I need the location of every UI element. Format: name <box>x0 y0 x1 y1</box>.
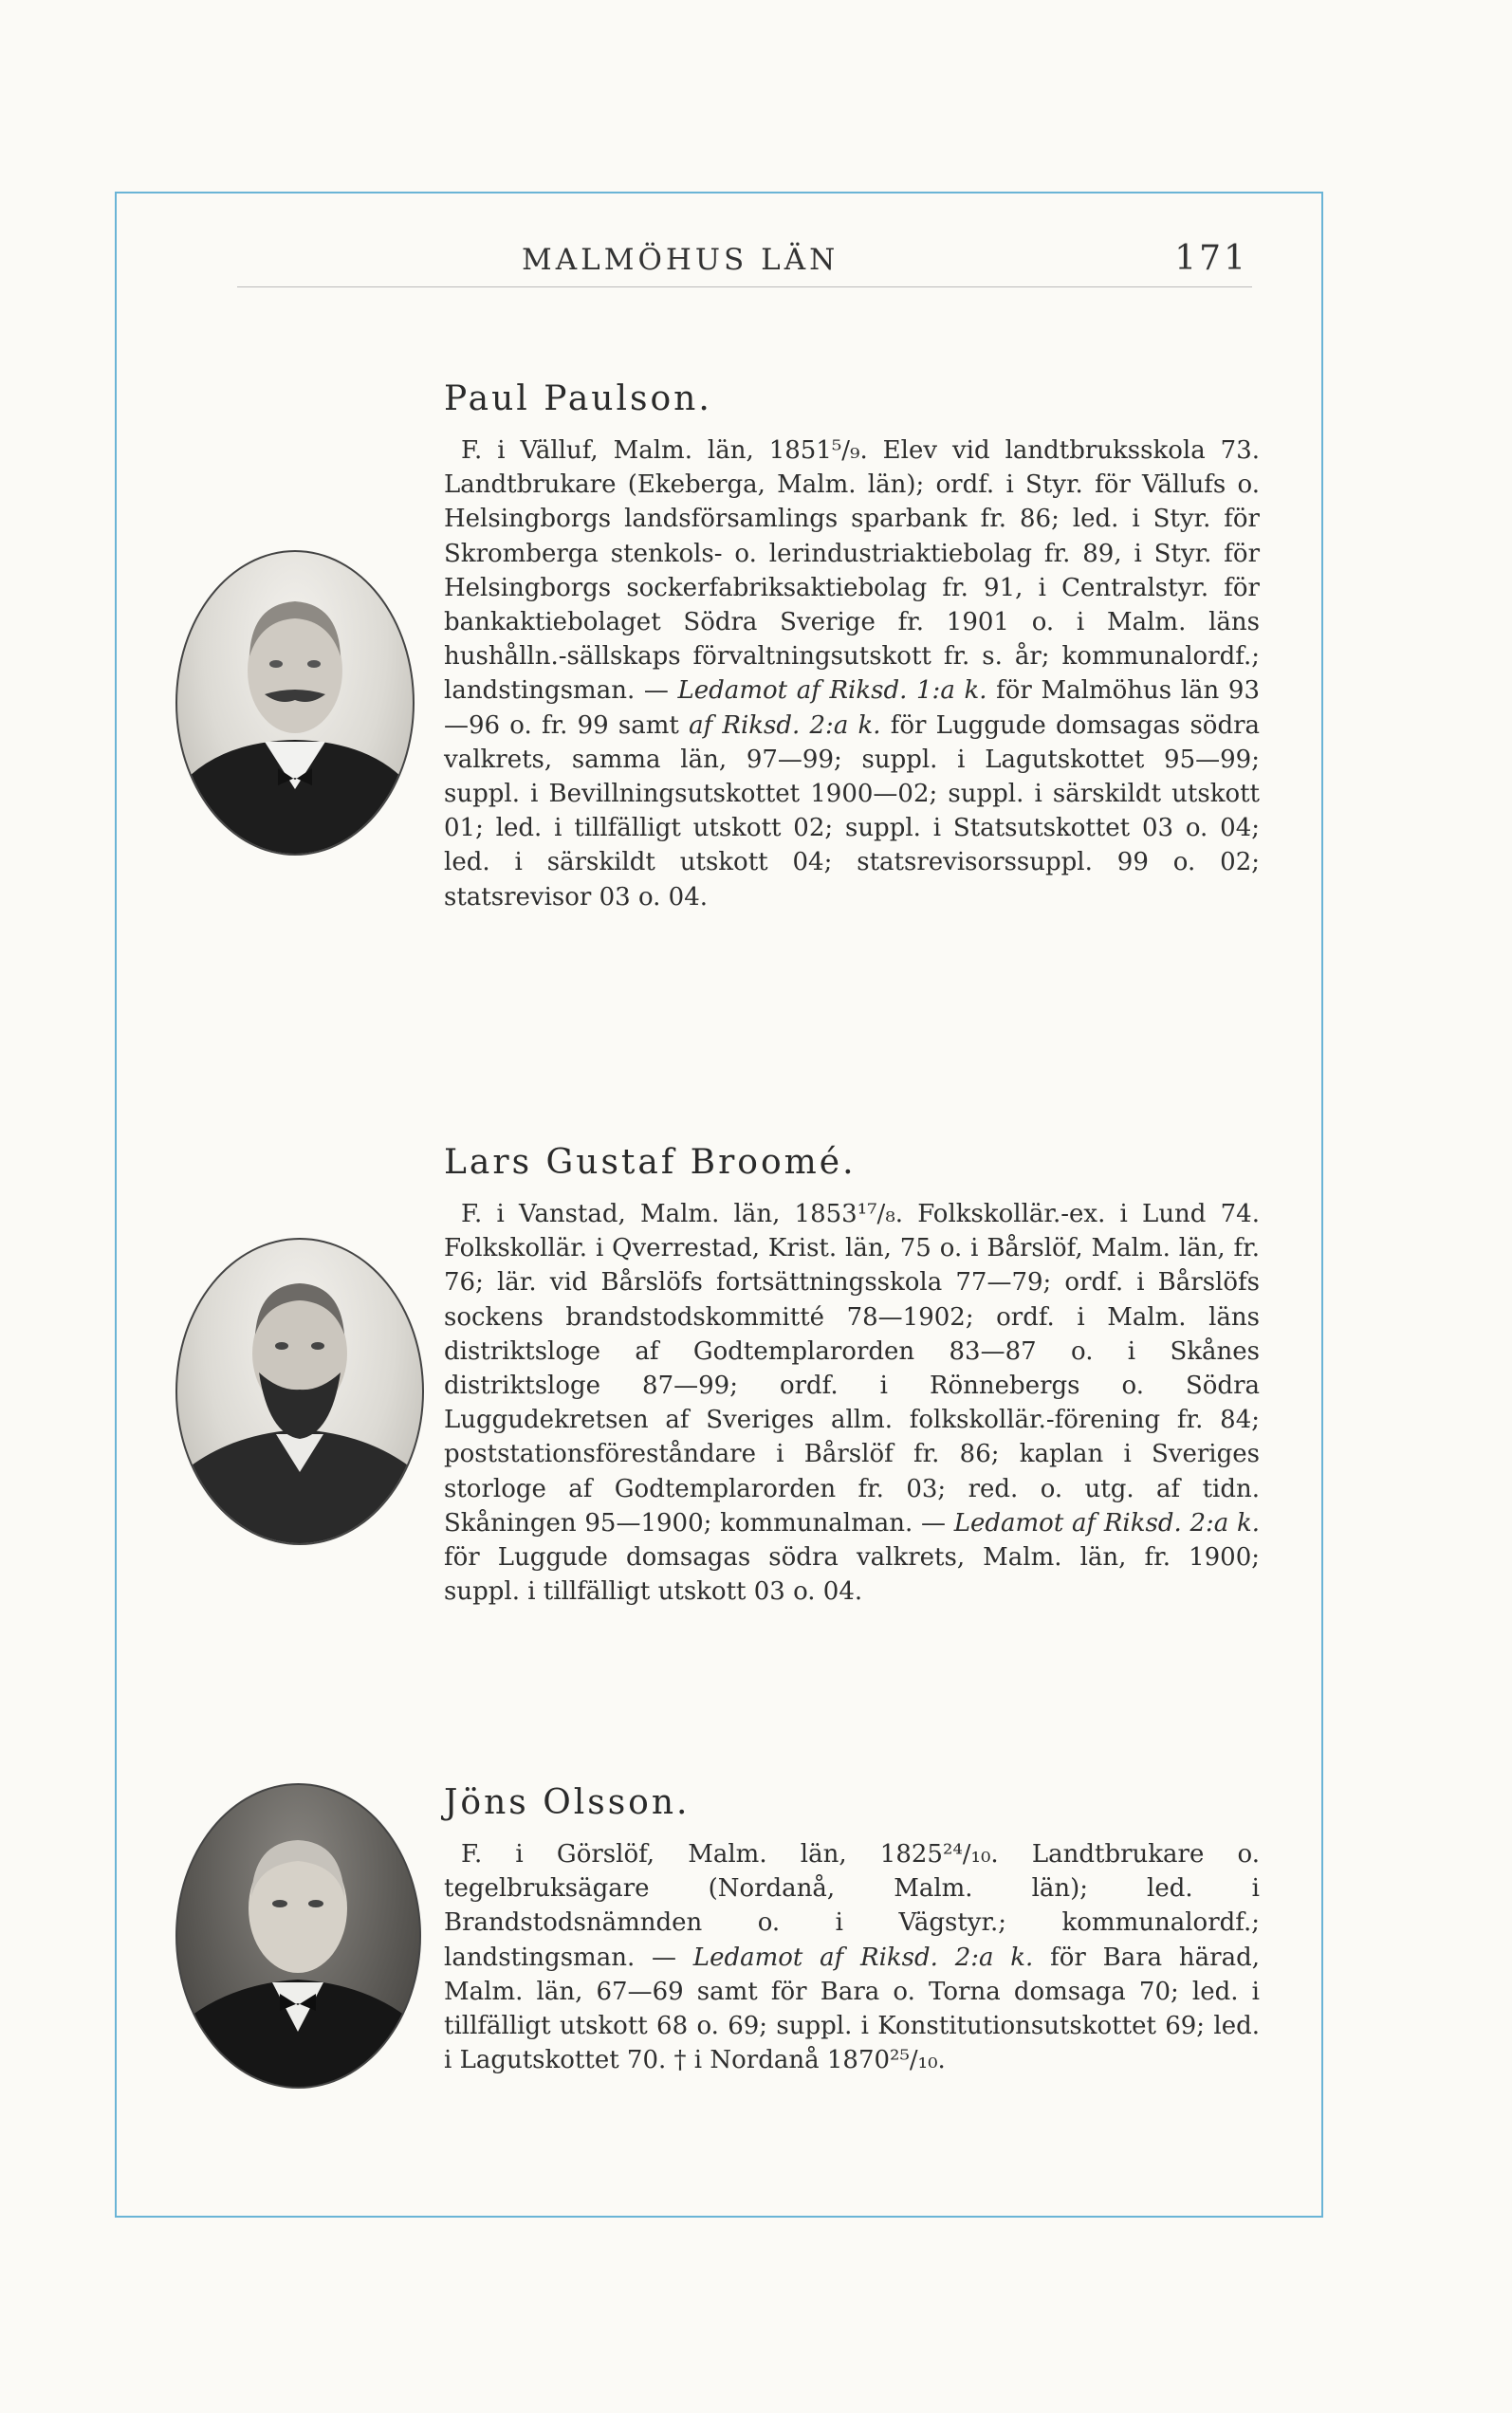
header-title: MALMÖHUS LÄN <box>522 243 839 277</box>
entry-bio: F. i Görslöf, Malm. län, 1825²⁴/₁₀. Landtbrukare o. tegelbruksägare (Nordanå, Malm. län); led. i Brandstodsnämnden o. i Vägstyr.; kommunalordf.; landstingsman. — Ledamot af Riksd. 2:a k. för Bara härad, Malm. län, 67—69 samt för Bara o. Torna domsaga 70; led. i tillfälligt utskott 68 o. 69; suppl. i Konstitutionsutskottet 69; led. i Lagutskottet 70. † i Nordanå 1870²⁵/₁₀. <box>444 1840 1261 2075</box>
entry-name: Lars Gustaf Broomé. <box>444 1143 857 1182</box>
portrait-photo <box>175 1783 421 2089</box>
page-number: 171 <box>1174 239 1248 278</box>
running-header <box>237 239 1252 287</box>
entry-bio: F. i Välluf, Malm. län, 1851⁵/₉. Elev vid landtbruksskola 73. Landtbrukare (Ekeberga, Malm. län); ordf. i Styr. för Vällufs o. Helsingborgs landsförsamlings sparbank fr. 86; led. i Styr. för Skromberga stenkols- o. lerindustriaktiebolag fr. 89, i Styr. för Helsingborgs sockerfabriksaktiebolag fr. 91, i Centralstyr. för bankaktiebolaget Södra Sverige fr. 1901 o. i Malm. läns hushålln.-sällskaps förvaltningsutskott fr. s. år; kommunalordf.; landstingsman. — Ledamot af Riksd. 1:a k. för Malmöhus län 93—96 o. fr. 99 samt af Riksd. 2:a k. för Luggude domsagas södra valkrets, samma län, 97—99; suppl. i Lagutskottet 95—99; suppl. i Bevillningsutskottet 1900—02; suppl. i särskildt utskott 01; led. i tillfälligt utskott 02; suppl. i Statsutskottet 03 o. 04; led. i särskildt utskott 04; statsrevisorssuppl. 99 o. 02; statsrevisor 03 o. 04. <box>444 436 1261 912</box>
portrait-photo <box>175 550 415 856</box>
entry-bio: F. i Vanstad, Malm. län, 1853¹⁷/₈. Folkskollär.-ex. i Lund 74. Folkskollär. i Qverrestad, Krist. län, 75 o. i Bårslöf, Malm. län, fr. 76; lär. vid Bårslöfs fortsättningsskola 77—79; ordf. i Bårslöfs sockens brandstodskommitté 78—1902; ordf. i Malm. läns distriktsloge af Godtemplarorden 83—87 o. i Skånes distriktsloge 87—99; ordf. i Rönnebergs o. Södra Luggudekretsen af Sveriges allm. folkskollär.-förening fr. 84; poststationsföreståndare i Bårslöf fr. 86; kaplan i Sveriges storloge af Godtemplarorden fr. 03; red. o. utg. af tidn. Skåningen 95—1900; kommunalman. — Ledamot af Riksd. 2:a k. för Luggude domsagas södra valkrets, Malm. län, fr. 1900; suppl. i tillfälligt utskott 03 o. 04. <box>444 1200 1260 1607</box>
entry-name: Paul Paulson. <box>444 379 712 418</box>
portrait-photo <box>175 1238 424 1545</box>
entry-name: Jöns Olsson. <box>444 1783 691 1822</box>
